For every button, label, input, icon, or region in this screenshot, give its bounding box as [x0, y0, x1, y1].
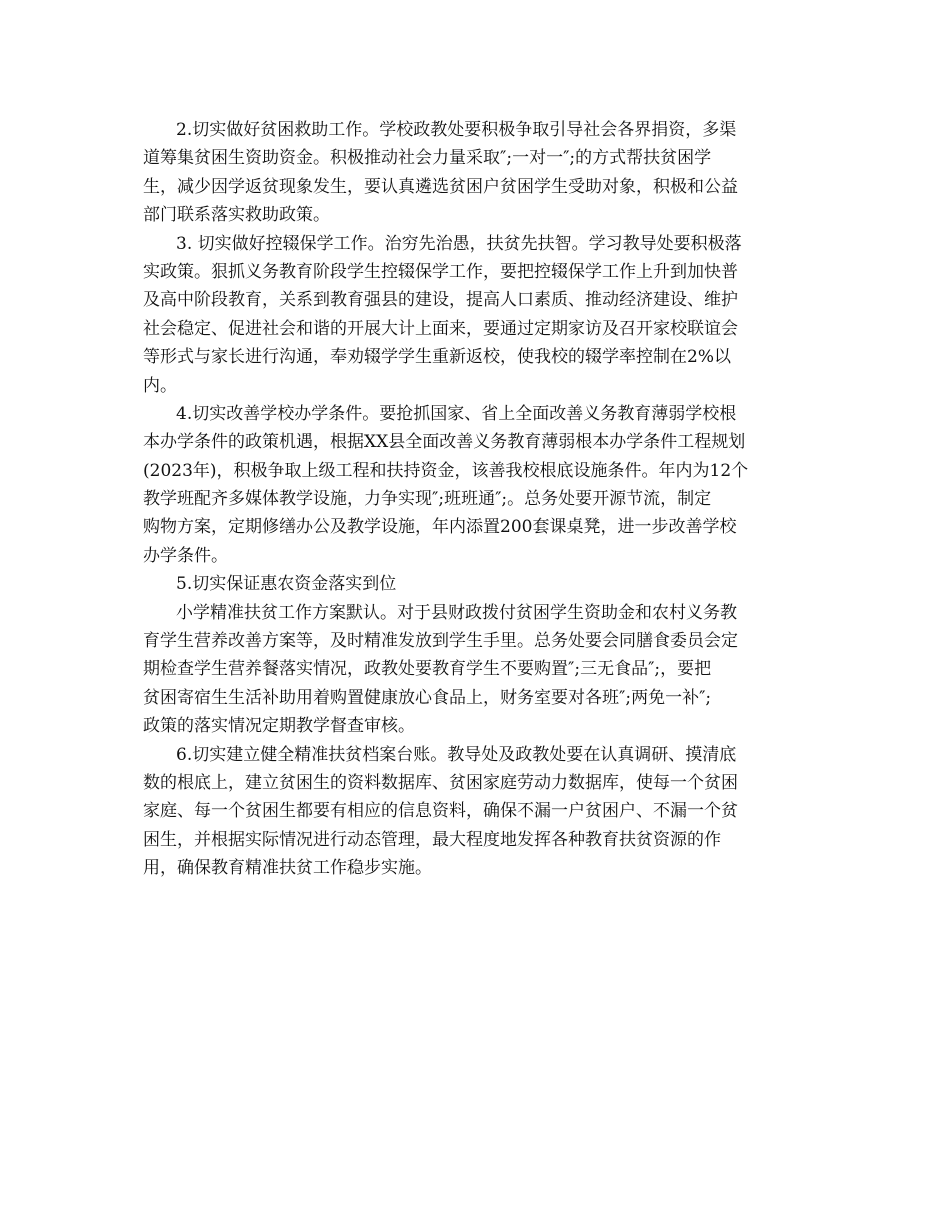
paragraph-line: 小学精准扶贫工作方案默认。对于县财政拨付贫困学生资助金和农村义务教: [176, 602, 737, 623]
paragraph-line: 生，减少因学返贫现象发生，要认真遴选贫困户贫困学生受助对象，积极和公益: [143, 176, 738, 197]
paragraph-line: 办学条件。: [143, 545, 228, 566]
paragraph-line: 实政策。狠抓义务教育阶段学生控辍保学工作，要把控辍保学工作上升到加快普: [143, 261, 738, 282]
paragraph-line: 6.切实建立健全精准扶贫档案台账。教导处及政教处要在认真调研、摸清底: [176, 744, 737, 765]
paragraph-line: 困生，并根据实际情况进行动态管理，最大程度地发挥各种教育扶贫资源的作: [143, 829, 721, 850]
paragraph-line: 政策的落实情况定期教学督查审核。: [143, 716, 415, 737]
paragraph-line: (2023年)，积极争取上级工程和扶持资金，该善我校根底设施条件。年内为12个: [143, 460, 749, 481]
section-heading: 5.切实保证惠农资金落实到位: [176, 574, 397, 595]
paragraph-line: 购物方案，定期修缮办公及教学设施，年内添置200套课桌凳，进一步改善学校: [143, 517, 737, 538]
paragraph-line: 期检查学生营养餐落实情况，政教处要教育学生不要购置″;三无食品″;，要把: [143, 659, 712, 680]
paragraph-line: 内。: [143, 375, 177, 396]
paragraph-line: 及高中阶段教育，关系到教育强县的建设，提高人口素质、推动经济建设、维护: [143, 290, 738, 311]
paragraph-line: 等形式与家长进行沟通，奉劝辍学学生重新返校，使我校的辍学率控制在2%以: [143, 347, 731, 368]
paragraph-line: 用，确保教育精准扶贫工作稳步实施。: [143, 858, 432, 879]
paragraph-line: 教学班配齐多媒体教学设施，力争实现″;班班通″;。总务处要开源节流，制定: [143, 489, 712, 510]
paragraph-line: 4.切实改善学校办学条件。要抢抓国家、省上全面改善义务教育薄弱学校根: [176, 403, 737, 424]
paragraph-line: 社会稳定、促进社会和谐的开展大计上面来，要通过定期家访及召开家校联谊会: [143, 318, 738, 339]
paragraph-line: 3. 切实做好控辍保学工作。治穷先治愚，扶贫先扶智。学习教导处要积极落: [176, 233, 742, 254]
paragraph-line: 道筹集贫困生资助资金。积极推动社会力量采取″;一对一″;的方式帮扶贫困学: [143, 148, 712, 169]
paragraph-line: 家庭、每一个贫困生都要有相应的信息资料，确保不漏一户贫困户、不漏一个贫: [143, 801, 738, 822]
paragraph-line: 本办学条件的政策机遇，根据XX县全面改善义务教育薄弱根本办学条件工程规划: [143, 432, 746, 453]
document-body: [143, 116, 807, 883]
paragraph-line: 贫困寄宿生生活补助用着购置健康放心食品上，财务室要对各班″;两免一补″;: [143, 687, 712, 708]
paragraph-line: 2.切实做好贫困救助工作。学校政教处要积极争取引导社会各界捐资，多渠: [176, 120, 737, 140]
paragraph-line: 数的根底上，建立贫困生的资料数据库、贫困家庭劳动力数据库，使每一个贫困: [143, 772, 738, 793]
paragraph-line: 育学生营养改善方案等，及时精准发放到学生手里。总务处要会同膳食委员会定: [143, 631, 738, 652]
paragraph-line: 部门联系落实救助政策。: [143, 205, 330, 226]
